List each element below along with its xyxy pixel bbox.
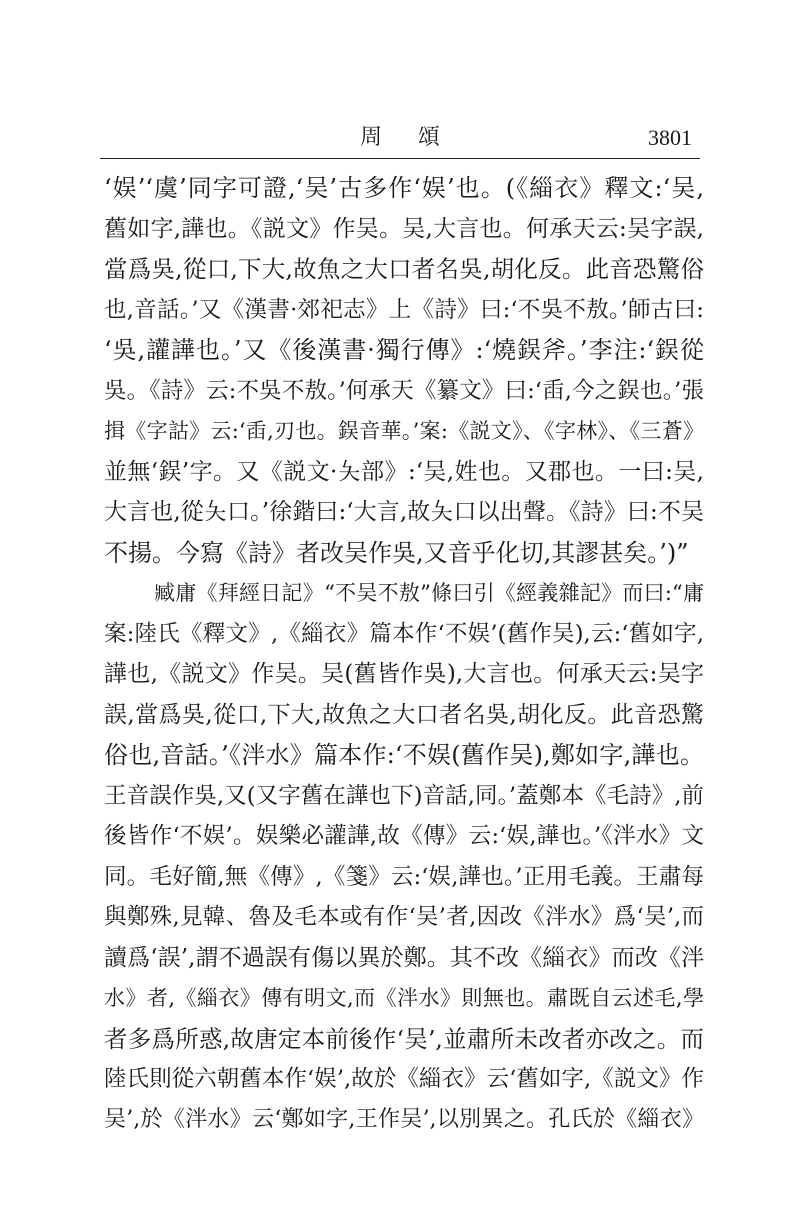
text-line: 者多爲所惑,故唐定本前後作‘吴’,並肅所未改者亦改之。而: [104, 1024, 704, 1053]
text-line: 陸氏則從六朝舊本作‘娱’,故於《緇衣》云‘舊如字,《説文》作: [104, 1066, 704, 1092]
text-line: 揖《字詁》云:‘臿,刃也。鋘音華。’案:《説文》、《字林》、《三蒼》: [104, 419, 704, 443]
text-line: ‘吳,讙譁也。’又《後漢書·獨行傳》:‘燒鋘斧。’李注:‘鋘從: [104, 336, 704, 364]
text-line: 誤,當爲吳,從口,下大,故魚之大口者名吳,胡化反。此音恐驚: [104, 701, 704, 728]
text-line: 同。毛好簡,無《傳》,《箋》云:‘娱,譁也。’正用毛義。王肅每: [104, 863, 704, 890]
text-line: 不揚。今寫《詩》者改吴作吳,又音乎化切,其謬甚矣。’)”: [104, 538, 689, 567]
text-line: 當爲吳,從口,下大,故魚之大口者名吳,胡化反。此音恐驚俗: [104, 255, 704, 283]
text-line: 並無‘鋘’字。又《説文·夨部》:‘吴,姓也。又郡也。一曰:吴,: [104, 458, 704, 485]
text-line: 譁也,《説文》作吴。吴(舊皆作吳),大言也。何承天云:吴字: [104, 661, 704, 687]
page-number: 3801: [648, 125, 692, 150]
text-line: 讀爲‘誤’,謂不過誤有傷以異於鄭。其不改《緇衣》而改《泮: [104, 944, 704, 971]
text-line: 吳。《詩》云:不吳不敖。’何承天《纂文》曰:‘臿,今之鋘也。’張: [104, 377, 704, 404]
text-line: 與鄭殊,見韓、魯及毛本或有作‘吴’者,因改《泮水》爲‘吴’,而: [104, 904, 704, 930]
header-rule: [100, 158, 700, 159]
text-line: 舊如字,譁也。《説文》作吴。吴,大言也。何承天云:吴字誤,: [104, 215, 704, 242]
text-line: 也,音話。’又《漢書·郊祀志》上《詩》曰:‘不吳不敖。’師古曰:: [104, 296, 704, 323]
running-title: 周頌: [359, 125, 476, 150]
text-line: 臧庸《拜經日記》“不吴不敖”條曰引《經義雜記》而曰:“庸: [154, 581, 704, 605]
body-text: [104, 168, 704, 1140]
text-line: 後皆作‘不娱’。娱樂必讙譁,故《傳》云:‘娱,譁也。’《泮水》文: [104, 823, 704, 849]
text-line: 俗也,音話。’《泮水》篇本作:‘不娱(舊作吴),鄭如字,譁也。: [104, 741, 704, 769]
text-line: 案:陸氏《釋文》,《緇衣》篇本作‘不娱’(舊作吴),云:‘舊如字,: [104, 620, 704, 647]
text-line: 大言也,從夨口。’徐鍇曰:‘大言,故夨口以出聲。《詩》曰:不吴: [104, 499, 704, 525]
text-line: ‘娱’‘虞’同字可證,‘吴’古多作‘娱’也。(《緇衣》釋文:‘吴,: [104, 174, 704, 202]
text-line: 吴’,於《泮水》云‘鄭如字,王作吴’,以別異之。孔氏於《緇衣》: [104, 1106, 704, 1132]
text-line: 水》者,《緇衣》傳有明文,而《泮水》則無也。肅既自云述毛,學: [104, 986, 704, 1010]
page-header: [100, 120, 700, 156]
text-line: 王音誤作吳,又(又字舊在譁也下)音話,同。’蓋鄭本《毛詩》,前: [104, 782, 704, 809]
